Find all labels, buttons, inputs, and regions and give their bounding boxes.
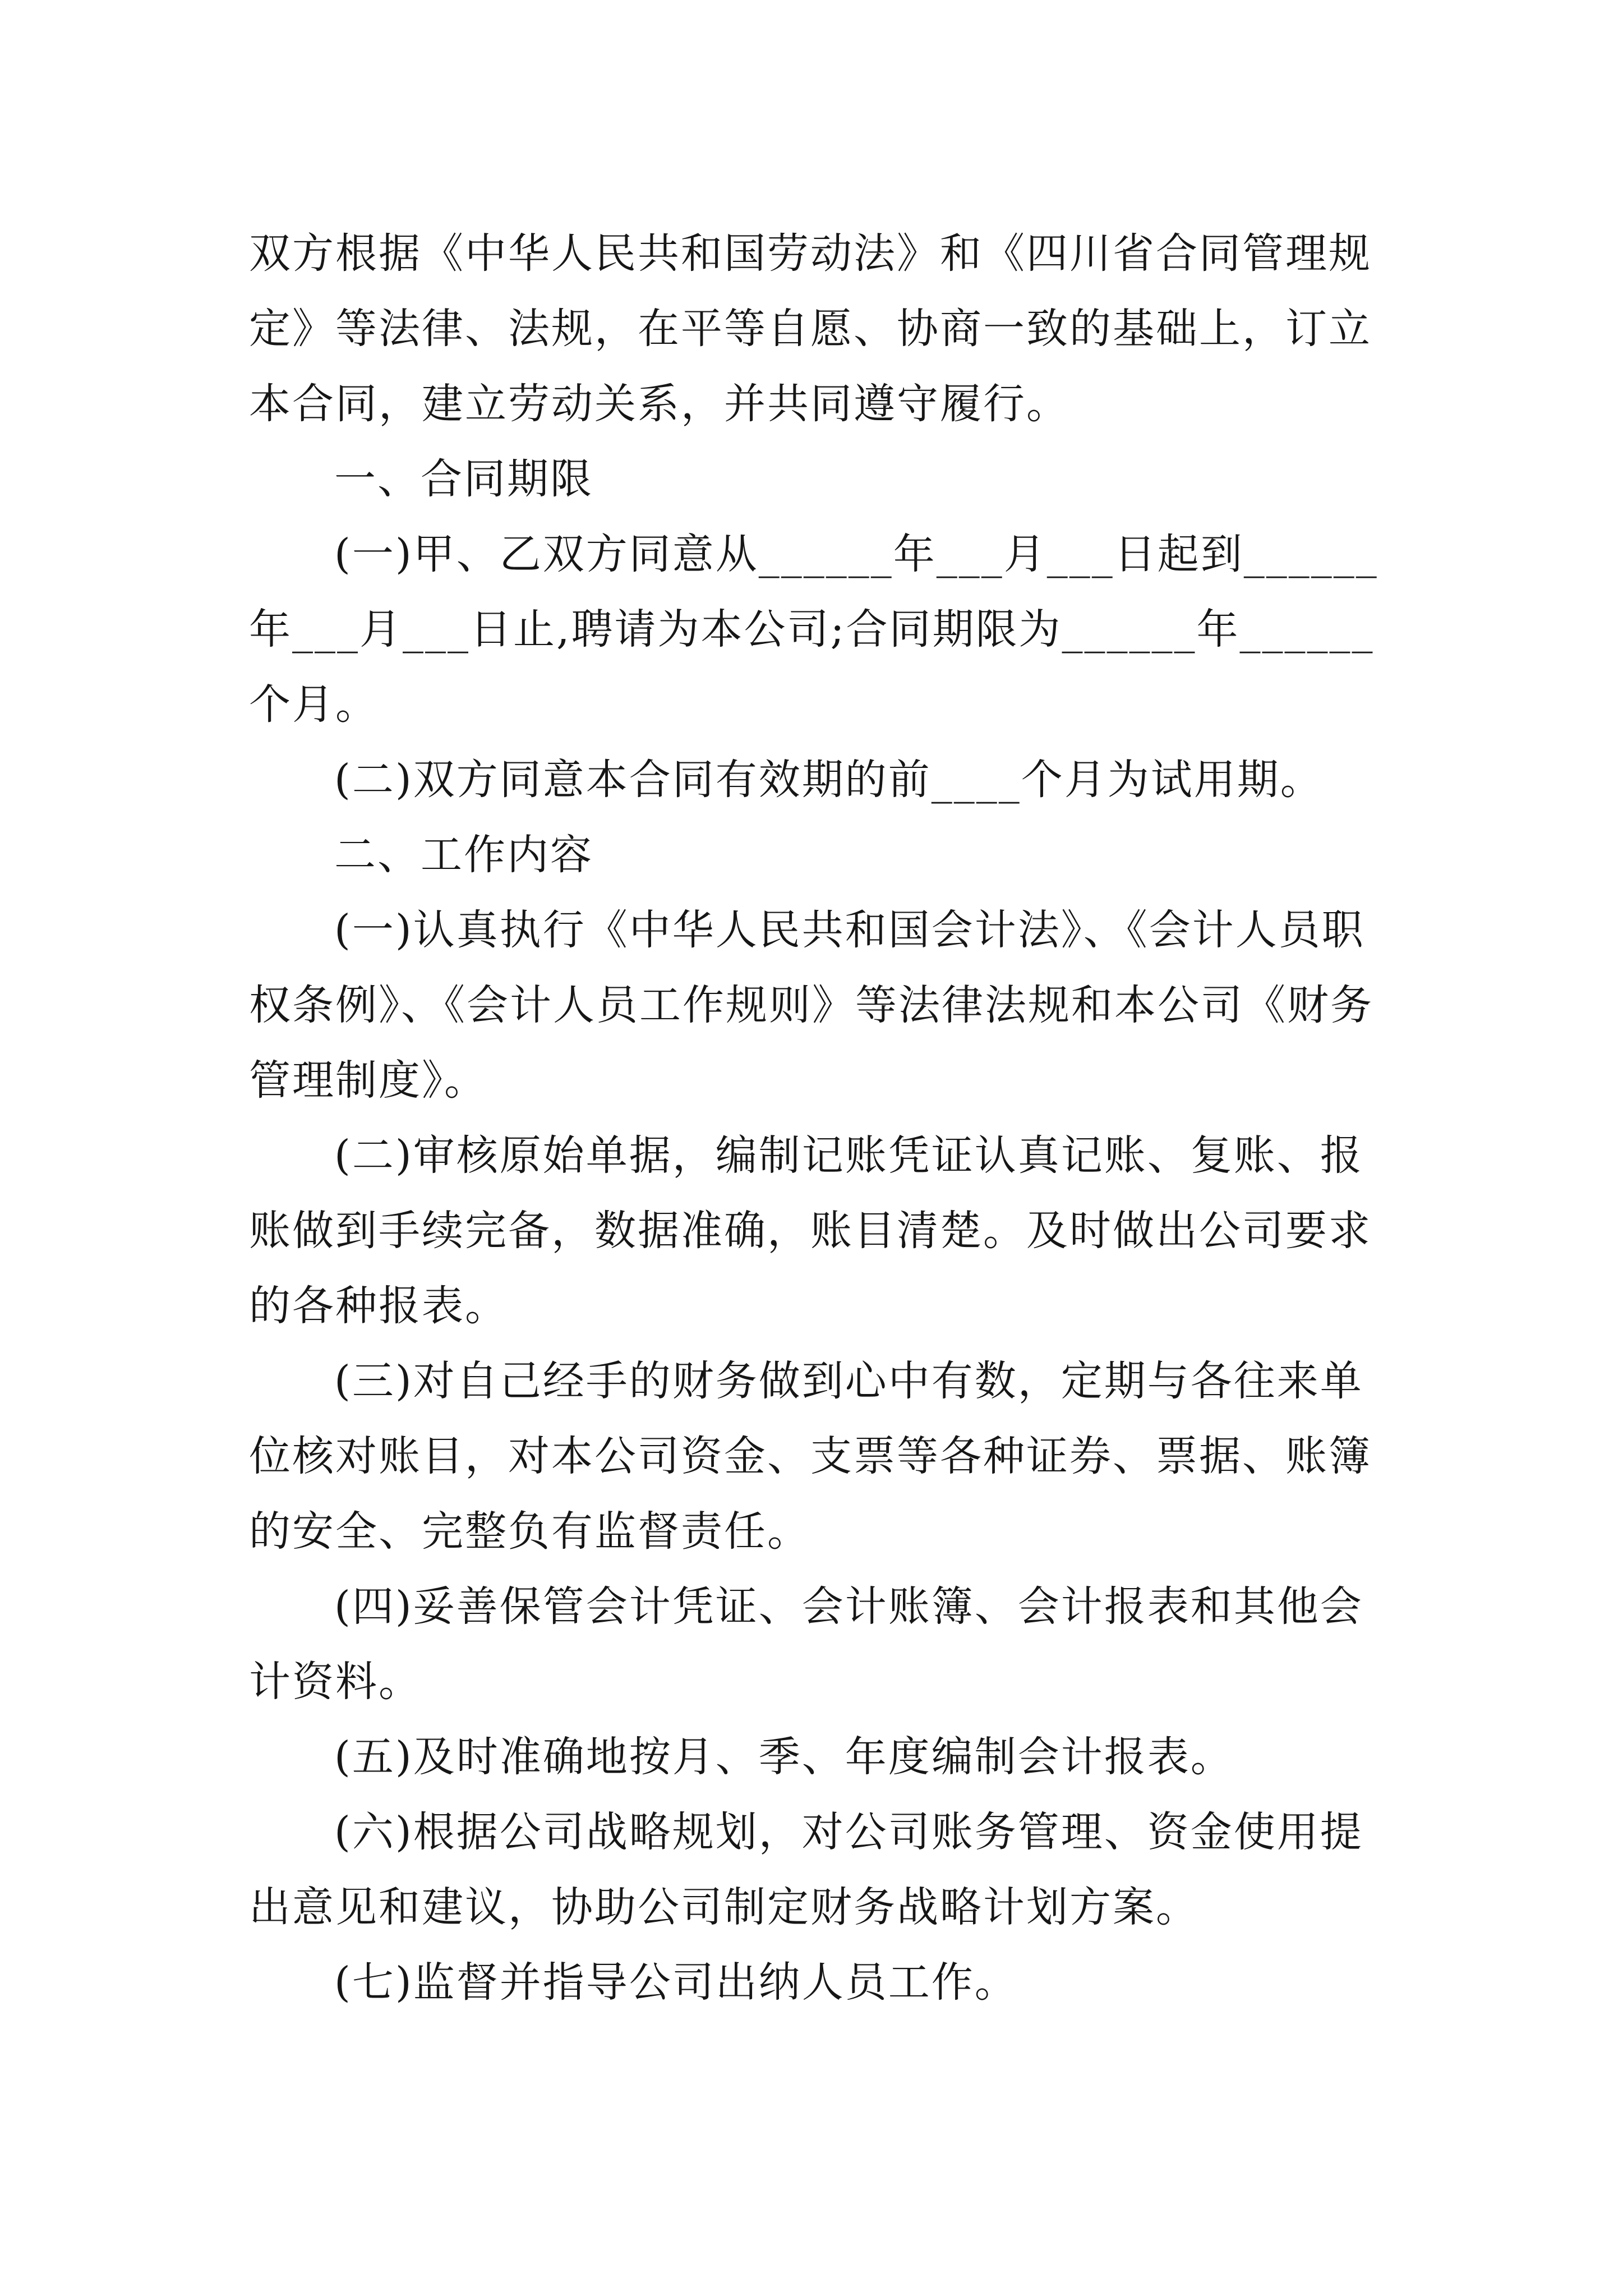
text-line: 账做到手续完备，数据准确，账目清楚。及时做出公司要求	[249, 1207, 1372, 1255]
text-line: 的各种报表。	[249, 1282, 508, 1330]
text-line: (一)认真执行《中华人民共和国会计法》、《会计人员职	[334, 906, 1365, 954]
heading-text: 二、工作内容	[334, 831, 593, 879]
clause-contract-period	[249, 517, 1387, 742]
clause-reconcile-accounts	[249, 1343, 1387, 1569]
clause-keep-records	[249, 1569, 1387, 1719]
text-line: 计资料。	[249, 1658, 422, 1706]
text-line: 定》等法律、法规，在平等自愿、协商一致的基础上，订立	[249, 305, 1372, 353]
paragraph-intro	[249, 216, 1387, 441]
text-line: 双方根据《中华人民共和国劳动法》和《四川省合同管理规	[249, 229, 1372, 278]
text-line: 管理制度》。	[249, 1056, 487, 1105]
clause-strategy-advice	[249, 1795, 1387, 1945]
text-line: (七)监督并指导公司出纳人员工作。	[334, 1958, 1018, 2007]
text-line: 的安全、完整负有监督责任。	[249, 1507, 810, 1556]
text-line: 权条例》、《会计人员工作规则》等法律法规和本公司《财务	[249, 981, 1373, 1029]
clause-audit-documents	[249, 1118, 1387, 1343]
clause-follow-regulations	[249, 892, 1387, 1118]
text-line: (三)对自己经手的财务做到心中有数，定期与各往来单	[334, 1357, 1363, 1405]
section-heading-work-content	[249, 817, 1387, 892]
text-line: (五)及时准确地按月、季、年度编制会计报表。	[334, 1733, 1234, 1781]
clause-probation	[249, 742, 1387, 817]
contract-body	[249, 216, 1387, 2020]
text-line: 位核对账目，对本公司资金、支票等各种证券、票据、账簿	[249, 1432, 1372, 1480]
section-heading-contract-term	[249, 441, 1387, 517]
text-line: (四)妥善保管会计凭证、会计账簿、会计报表和其他会	[334, 1582, 1363, 1631]
text-line: 出意见和建议，协助公司制定财务战略计划方案。	[249, 1883, 1199, 1931]
text-line: 个月。	[249, 680, 379, 729]
clause-supervise-cashier	[249, 1945, 1387, 2020]
text-line: (一)甲、乙双方同意从______年___月___日起到______	[334, 530, 1378, 578]
text-line: (二)双方同意本合同有效期的前____个月为试用期。	[334, 756, 1324, 804]
clause-periodic-reports	[249, 1719, 1387, 1795]
text-line: (二)审核原始单据，编制记账凭证认真记账、复账、报	[334, 1131, 1363, 1180]
text-line: (六)根据公司战略规划，对公司账务管理、资金使用提	[334, 1808, 1363, 1856]
text-line: 本合同，建立劳动关系，并共同遵守履行。	[249, 380, 1069, 428]
heading-text: 一、合同期限	[334, 455, 593, 503]
text-line: 年___月___日止,聘请为本公司;合同期限为______年______	[249, 605, 1375, 654]
